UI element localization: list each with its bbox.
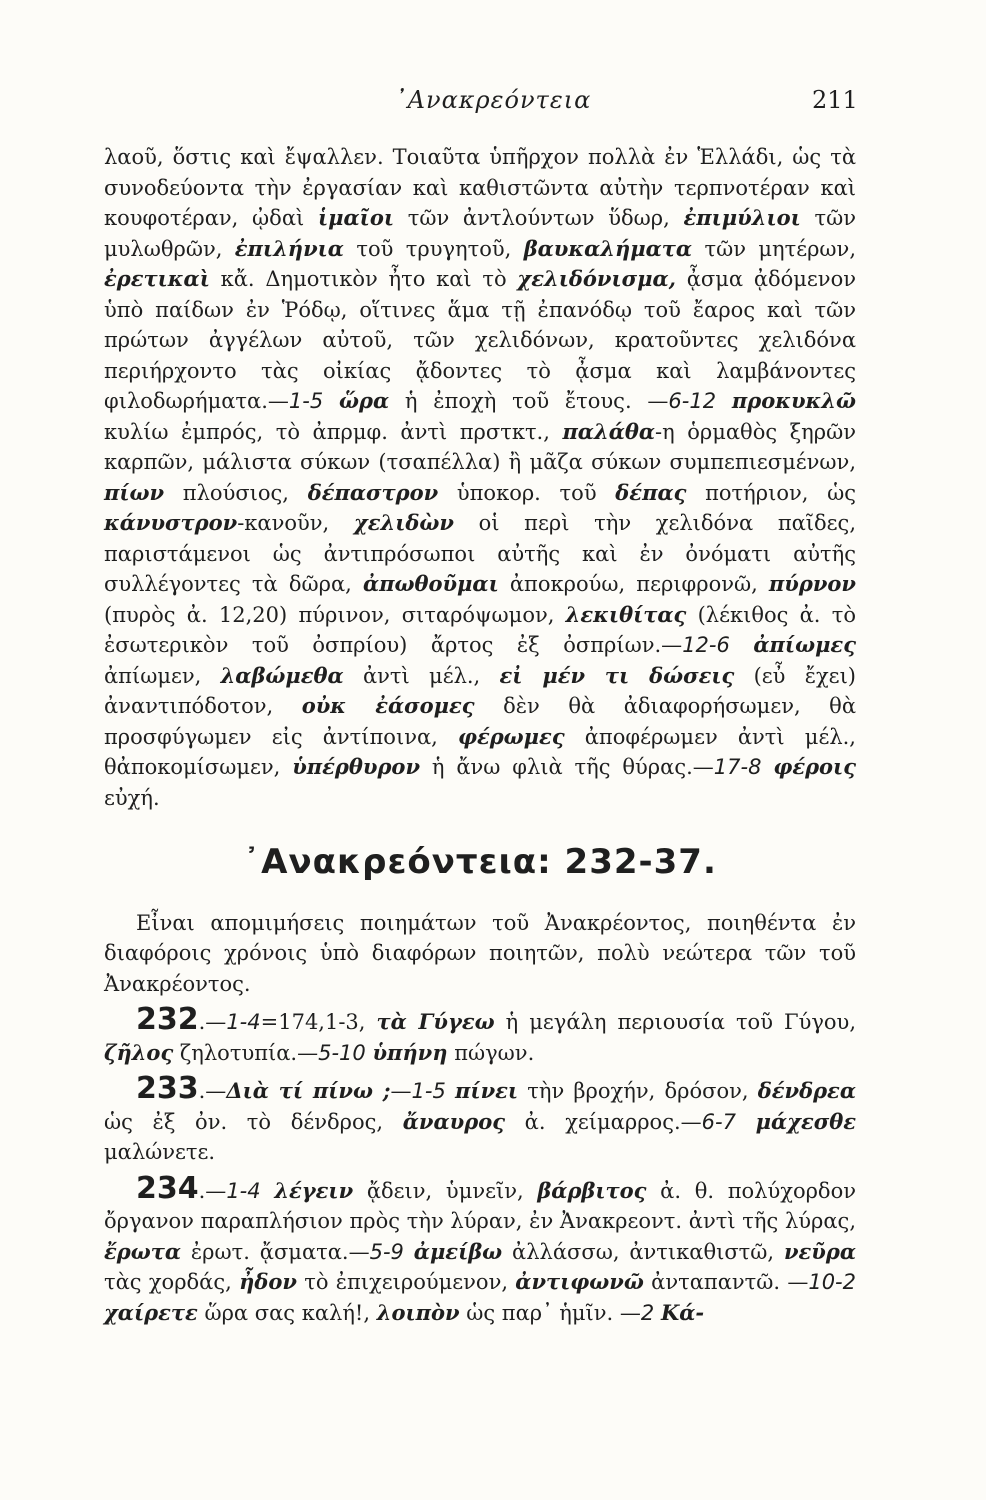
lemma: τὰ Γύγεω <box>376 1009 495 1034</box>
lemma: ἐρετικαὶ <box>104 266 210 291</box>
running-title: ᾿Ανακρεόντεια <box>394 86 592 114</box>
text-run: τὴν βροχήν, δρόσον, <box>518 1079 758 1103</box>
text-run: .— <box>198 1010 227 1034</box>
lemma: ζῆλος <box>104 1039 174 1065</box>
lemma: οὐκ ἐάσομες <box>301 693 475 718</box>
text-run: πλούσιος, <box>164 480 308 505</box>
text-run: (πυρὸς ἀ. 12,20) πύρινον, σιταρόψωμον, <box>104 602 566 627</box>
line-reference: 1-4 <box>226 1178 261 1203</box>
text-run: οἱ περὶ τὴν χελιδόνα παῖδες, παριστάμενοι ὡς ἀντιπρόσωποι αὐτῆς καὶ ἐν ὀνόματι αὐτῆς συλλέγοντες τὰ δῶρα, <box>104 511 856 596</box>
text-run: τοῦ τρυγητοῦ, <box>343 236 524 261</box>
text-run <box>404 1240 414 1264</box>
line-reference: 6-7 <box>701 1109 736 1134</box>
lemma: δέπας <box>615 479 687 505</box>
text-run: ὥρα σας καλή!, <box>197 1300 377 1325</box>
section-heading: ᾿Ανακρεόντεια: 232-37. <box>243 842 717 882</box>
text-run: ἐρωτ. ᾄσματα.— <box>181 1239 370 1264</box>
line-reference: 5-10 <box>318 1040 366 1065</box>
text-run: ἀπίωμεν, <box>104 663 221 688</box>
entry-234 <box>104 1170 856 1329</box>
text-run: ἡ ἄνω φλιὰ τῆς θύρας.— <box>420 755 714 779</box>
text-run: -κανοῦν, <box>237 511 354 535</box>
lemma: ἐπιλήνια <box>234 235 344 261</box>
line-reference: 10-2 <box>808 1270 856 1294</box>
text-run: — <box>390 1079 412 1103</box>
section-intro: Εἶναι απομιμήσεις ποιημάτων τοῦ Ἀνακρέοντος, ποιηθέντα ἐν διαφόροις χρόνοις ὑπὸ διαφόρων ποιητῶν, πολὺ νεώτερα τῶν τοῦ Ἀνακρέοντος. <box>104 910 856 996</box>
lemma: ἦδον <box>239 1269 297 1294</box>
text-run <box>654 1301 661 1325</box>
lemma: δέπαστρον <box>307 479 439 505</box>
text-run: ἀλλάσσω, ἀντικαθιστῶ, <box>502 1239 784 1264</box>
text-run: πώγων. <box>447 1040 535 1065</box>
lemma: πίνει <box>455 1078 519 1103</box>
lemma: ἀντιφωνῶ <box>515 1269 644 1294</box>
text-run: =174,1-3, <box>260 1010 377 1034</box>
poem-number: 233 <box>136 1071 199 1106</box>
text-run <box>716 389 732 413</box>
lemma: πύρνον <box>768 571 856 596</box>
lemma: βάρβιτος <box>537 1177 647 1203</box>
text-run: ποτήριον, ὡς <box>686 480 856 505</box>
lemma: φέροις <box>773 754 856 779</box>
text-run: τῶν ἀντλούντων ὕδωρ, <box>394 206 684 230</box>
text-run: ἡ μεγάλη περιουσία τοῦ Γύγου, <box>494 1010 856 1034</box>
entry-232 <box>104 1002 856 1068</box>
text-run: κἄ. Δημοτικὸν ἦτο καὶ τὸ <box>209 267 518 291</box>
text-run: κυλίω ἐμπρός, τὸ ἀπρμφ. ἀντὶ πρστκτ., <box>104 419 563 444</box>
text-run: ἀποκρούω, περιφρονῶ, <box>498 572 769 596</box>
lemma: κάνυστρον <box>104 510 238 535</box>
poem-number: 232 <box>136 1002 199 1037</box>
lemma: προκυκλῶ <box>731 388 856 413</box>
lemma: δένδρεα <box>757 1078 856 1103</box>
lemma: χελιδὼν <box>353 510 454 535</box>
lemma: μάχεσθε <box>755 1108 856 1134</box>
text-run: ὡς ἐξ ὀν. τὸ δένδρος, <box>104 1109 403 1134</box>
text-run: ἀνταπαντῶ. — <box>643 1270 809 1294</box>
poem-number: 234 <box>136 1170 199 1206</box>
page-number: 211 <box>812 86 858 114</box>
text-run <box>323 389 339 413</box>
lemma: χαίρετε <box>104 1299 198 1325</box>
text-run <box>446 1079 455 1103</box>
text-run: τῶν μυλωθρῶν, <box>104 206 857 261</box>
lemma: ἔρωτα <box>104 1238 182 1264</box>
lemma: ἀπωθοῦμαι <box>362 571 499 596</box>
text-run: ἀ. θ. πολύχορδον ὄργανον παραπλήσιον πρὸς τὴν λύραν, ἐν Ἀνακρεοντ. ἀντὶ τῆς λύρας, <box>104 1178 856 1233</box>
text-run: λαοῦ, ὅστις καὶ ἔψαλλεν. Τοιαῦτα ὑπῆρχον πολλὰ ἐν Ἑλλάδι, ὡς τὰ συνοδεύοντα τὴν ἐργασίαν καὶ καθιστῶντα αὐτὴν τερπνοτέραν καὶ κουφοτέραν, ᾠδαὶ <box>104 145 856 230</box>
text-run: ἀ. χείμαρρος.— <box>505 1109 702 1134</box>
lemma: Κά- <box>660 1299 705 1325</box>
text-run: .— <box>198 1079 227 1103</box>
lemma: ἐπιμύλιοι <box>683 205 801 230</box>
text-run: εὐχή. <box>104 785 160 810</box>
lemma: ἄναυρος <box>402 1108 505 1134</box>
text-run: τῶν μητέρων, <box>692 236 856 261</box>
lemma: λοιπὸν <box>376 1299 460 1325</box>
lemma: ἀπίωμες <box>753 632 856 657</box>
line-reference: 2 <box>640 1300 655 1325</box>
lemma: ὥρα <box>339 388 390 413</box>
line-reference: 12-6 <box>682 633 730 657</box>
text-run: (λέκιθος ἀ. τὸ ἐσωτερικὸν τοῦ ὀσπρίου) ἄρτος ἐξ ὀσπρίων.— <box>104 602 857 657</box>
lemma: λαβώμεθα <box>220 662 344 688</box>
lemma: φέρωμες <box>457 723 565 749</box>
text-run: ἡ ἐποχὴ τοῦ ἔτους. — <box>389 389 669 413</box>
lemma: βαυκαλήματα <box>523 235 693 261</box>
text-run: ᾄδειν, ὑμνεῖν, <box>353 1178 538 1203</box>
line-reference: 1-5 <box>288 389 324 413</box>
text-run <box>736 1110 756 1134</box>
lemma: εἰ μέν τι δώσεις <box>499 662 735 688</box>
lemma: Διὰ τί πίνω ; <box>226 1078 391 1103</box>
text-run <box>730 633 754 657</box>
text-run <box>761 755 773 779</box>
line-reference: 1-4 <box>226 1010 261 1034</box>
text-run: δὲν θὰ ἀδιαφορήσωμεν, θὰ προσφύγωμεν εἰς ἀντίποινα, <box>104 694 857 749</box>
text-run: τὸ ἐπιχειρούμενον, <box>296 1270 516 1294</box>
lemma: παλάθα <box>562 418 656 444</box>
lemma: ἱμαῖοι <box>317 205 394 230</box>
lemma: ὑπέρθυρον <box>292 754 421 779</box>
text-run <box>261 1179 275 1203</box>
lemma: ἀμείβω <box>413 1238 503 1264</box>
text-run: ἀποφέρωμεν ἀντὶ μέλ., θἀποκομίσωμεν, <box>104 724 856 779</box>
text-run: ᾆσμα ᾀδόμενον ὑπὸ παίδων ἐν Ῥόδῳ, οἵτινες ἅμα τῇ ἐπανόδῳ τοῦ ἔαρος καὶ τῶν πρώτων ἀγγέλων αὐτοῦ, τῶν χελιδόνων, κρατοῦντες χελιδόνα περιήρχοντο τὰς οἰκίας ᾄδοντες τὸ ᾆσμα καὶ λαμβάνοντες φιλοδωρήματα.— <box>104 267 856 413</box>
line-reference: 17-8 <box>713 755 762 779</box>
lemma: ὑπήνη <box>372 1039 448 1065</box>
text-run: ὑποκορ. τοῦ <box>438 480 616 505</box>
page-body <box>104 142 856 1328</box>
text-run: ζηλοτυπία.— <box>173 1040 319 1065</box>
lemma: νεῦρα <box>783 1238 856 1264</box>
entry-233 <box>104 1071 856 1168</box>
line-reference: 6-12 <box>668 389 717 413</box>
text-run: ὡς παρ᾿ ἡμῖν. — <box>459 1300 641 1325</box>
line-reference: 5-9 <box>369 1239 404 1264</box>
lemma: λεκιθίτας <box>565 601 687 627</box>
text-run: -η ὁρμαθὸς ξηρῶν καρπῶν, μάλιστα σύκων (τσαπέλλα) ἢ μᾶζα σύκων συμπεπιεσμένων, <box>104 419 856 474</box>
text-run: μαλώνετε. <box>104 1140 216 1164</box>
text-run: .— <box>198 1178 227 1203</box>
continued-commentary <box>104 142 856 813</box>
lemma: πίων <box>104 479 165 505</box>
lemma: λέγειν <box>274 1177 354 1203</box>
text-run: τὰς χορδάς, <box>104 1270 240 1294</box>
text-run: (εὖ ἔχει) ἀναντιπόδοτον, <box>104 663 856 718</box>
line-reference: 1-5 <box>411 1079 446 1103</box>
lemma: χελιδόνισμα, <box>517 266 676 291</box>
text-run: ἀντὶ μέλ., <box>343 663 500 688</box>
